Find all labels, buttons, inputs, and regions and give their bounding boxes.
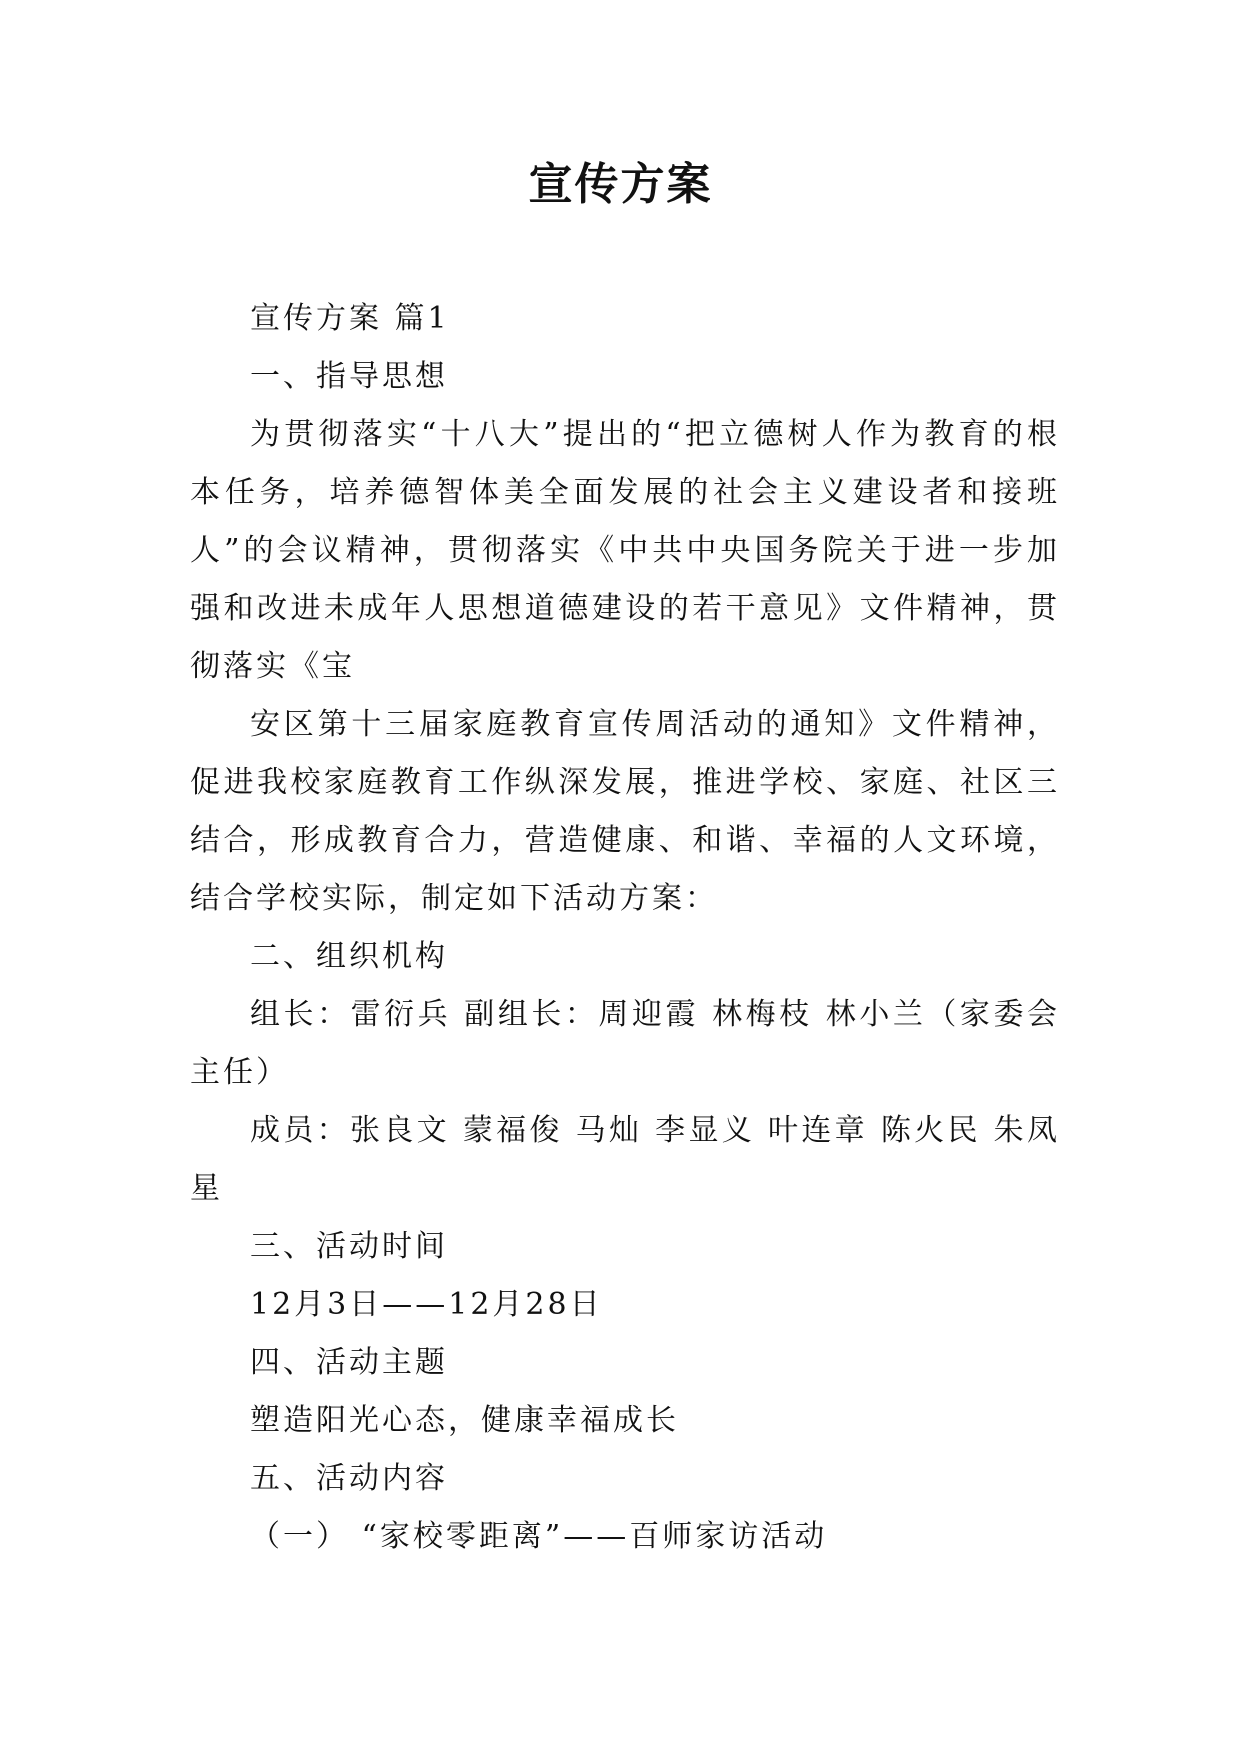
subheading-home-visit: （一） “家校零距离”——百师家访活动 (250, 1519, 828, 1554)
heading-guiding-ideology: 一、指导思想 (250, 359, 448, 394)
heading-organization: 二、组织机构 (250, 939, 448, 974)
heading-activity-theme: 四、活动主题 (250, 1345, 448, 1380)
section-heading-part1: 宣传方案 篇1 (250, 301, 450, 336)
document-title: 宣传方案 (528, 159, 713, 210)
document-body (190, 290, 1060, 1566)
paragraph-notice-continuation: 安区第十三届家庭教育宣传周活动的通知》文件精神，促进我校家庭教育工作纵深发展，推进学校、家庭、社区三结合，形成教育合力，营造健康、和谐、幸福的人文环境，结合学校实际，制定如下活动方案： (190, 707, 1060, 916)
paragraph-guiding-ideology: 为贯彻落实“十八大”提出的“把立德树人作为教育的根本任务，培养德智体美全面发展的社会主义建设者和接班人”的会议精神，贯彻落实《中共中央国务院关于进一步加强和改进未成年人思想道德建设的若干意见》文件精神，贯彻落实《宝 (190, 417, 1060, 684)
paragraph-members: 成员：张良文 蒙福俊 马灿 李显义 叶连章 陈火民 朱凤星 (190, 1113, 1060, 1206)
paragraph-activity-dates: 12月3日——12月28日 (250, 1287, 603, 1322)
paragraph-activity-theme: 塑造阳光心态，健康幸福成长 (250, 1403, 679, 1438)
heading-activity-content: 五、活动内容 (250, 1461, 448, 1496)
heading-activity-time: 三、活动时间 (250, 1229, 448, 1264)
paragraph-group-leaders: 组长：雷衍兵 副组长：周迎霞 林梅枝 林小兰（家委会主任） (190, 997, 1060, 1090)
